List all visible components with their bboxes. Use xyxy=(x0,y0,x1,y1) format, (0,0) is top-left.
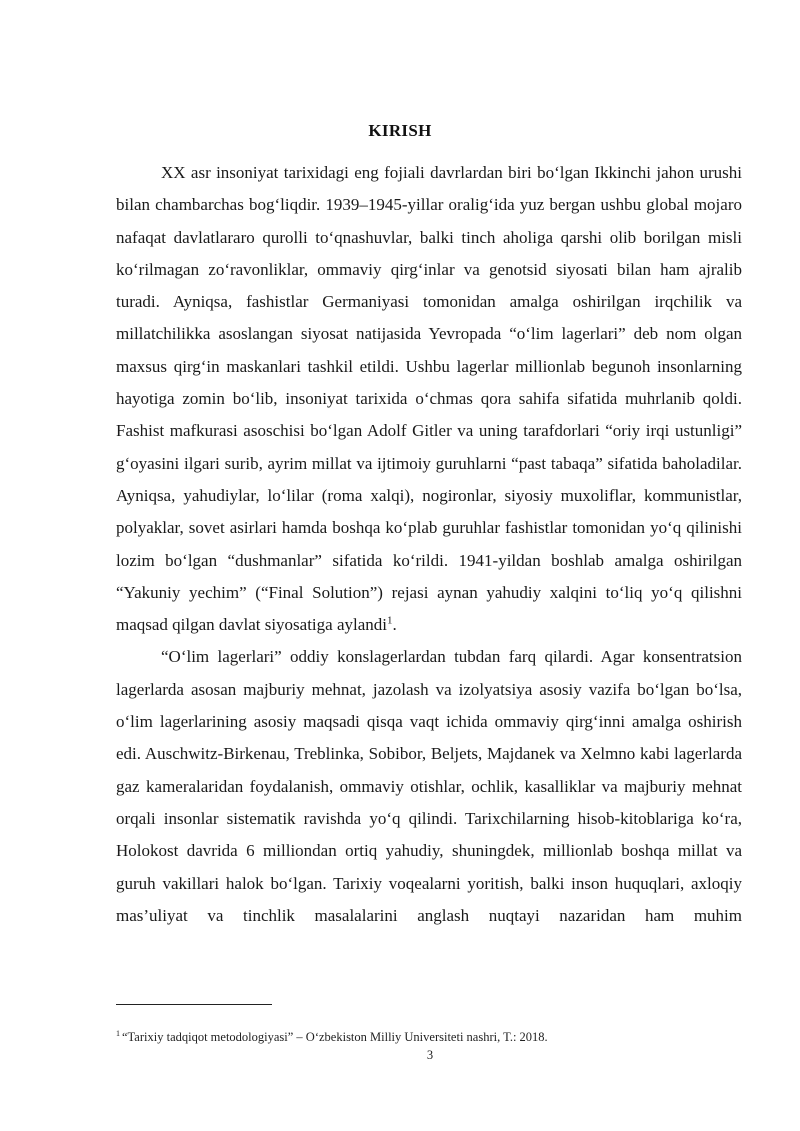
footnote-mark: 1 xyxy=(116,1029,120,1038)
section-heading: KIRISH xyxy=(368,121,432,140)
footnote xyxy=(116,1029,742,1045)
footnote-reference[interactable]: 1 xyxy=(387,614,393,627)
paragraph-1 xyxy=(116,157,742,641)
paragraph-1-end: . xyxy=(392,615,397,635)
footnote-text: “Tarixiy tadqiqot metodologiyasi” – O‘zbekiston Milliy Universiteti nashri, T.: 2018. xyxy=(122,1030,548,1045)
paragraph-1-text: XX asr insoniyat tarixidagi eng fojiali davrlardan biri bo‘lgan Ikkinchi jahon urushi bilan chambarchas bog‘liqdir. 1939–1945-yillar oralig‘ida yuz bergan ushbu global mojaro nafaqat davlatlararo qurolli to‘qnashuvlar, balki tinch aholiga qarshi olib borilgan misli ko‘rilmagan zo‘ravonliklar, ommaviy qirg‘inlar va genotsid siyosati bilan ham ajralib turadi. Ayniqsa, fashistlar Germaniyasi tomonidan amalga oshirilgan irqchilik va millatchilikka asoslangan siyosat natijasida Yevropada “o‘lim lagerlari” deb nom olgan maxsus qirg‘in maskanlari tashkil etildi. Ushbu lagerlar millionlab begunoh insonlarning hayotiga zomin bo‘lib, insoniyat tarixida o‘chmas qora sahifa sifatida muhrlanib qoldi. Fashist mafkurasi asoschisi bo‘lgan Adolf Gitler va uning tarafdorlari “oriy irqi ustunligi” g‘oyasini ilgari surib, ayrim millat va ijtimoiy guruhlarni “past tabaqa” sifatida baholadilar. Ayniqsa, yahudiylar, lo‘lilar (roma xalqi), nogironlar, siyosiy muxoliflar, kommunistlar, polyaklar, sovet asirlari hamda boshqa ko‘plab guruhlar fashistlar tomonidan yo‘q qilinishi lozim bo‘lgan “dushmanlar” sifatida ko‘rildi. 1941-yildan boshlab amalga oshirilgan “Yakuniy yechim” (“Final Solution”) rejasi aynan yahudiy xalqini to‘liq yo‘q qilishni maqsad qilgan davlat siyosatiga aylandi xyxy=(116,163,742,635)
footnote-separator xyxy=(116,1004,272,1005)
body-text xyxy=(116,157,742,932)
page-number: 3 xyxy=(426,1048,434,1062)
paragraph-2: “O‘lim lagerlari” oddiy konslagerlardan tubdan farq qilardi. Agar konsentratsion lagerlarda asosan majburiy mehnat, jazolash va izolyatsiya asosiy vazifa bo‘lgan bo‘lsa, o‘lim lagerlarining asosiy maqsadi qisqa vaqt ichida ommaviy qirg‘inni amalga oshirish edi. Auschwitz-Birkenau, Treblinka, Sobibor, Beljets, Majdanek va Xelmno kabi lagerlarda gaz kameralaridan foydalanish, ommaviy otishlar, ochlik, kasalliklar va majburiy mehnat orqali insonlar sistematik ravishda yo‘q qilindi. Tarixchilarning hisob-kitoblariga ko‘ra, Holokost davrida 6 milliondan ortiq yahudiy, shuningdek, millionlab boshqa millat va guruh vakillari halok bo‘lgan. Tarixiy voqealarni yoritish, balki inson huquqlari, axloqiy mas’uliyat va tinchlik masalalarini anglash nuqtayi nazaridan ham muhim xyxy=(116,647,742,925)
